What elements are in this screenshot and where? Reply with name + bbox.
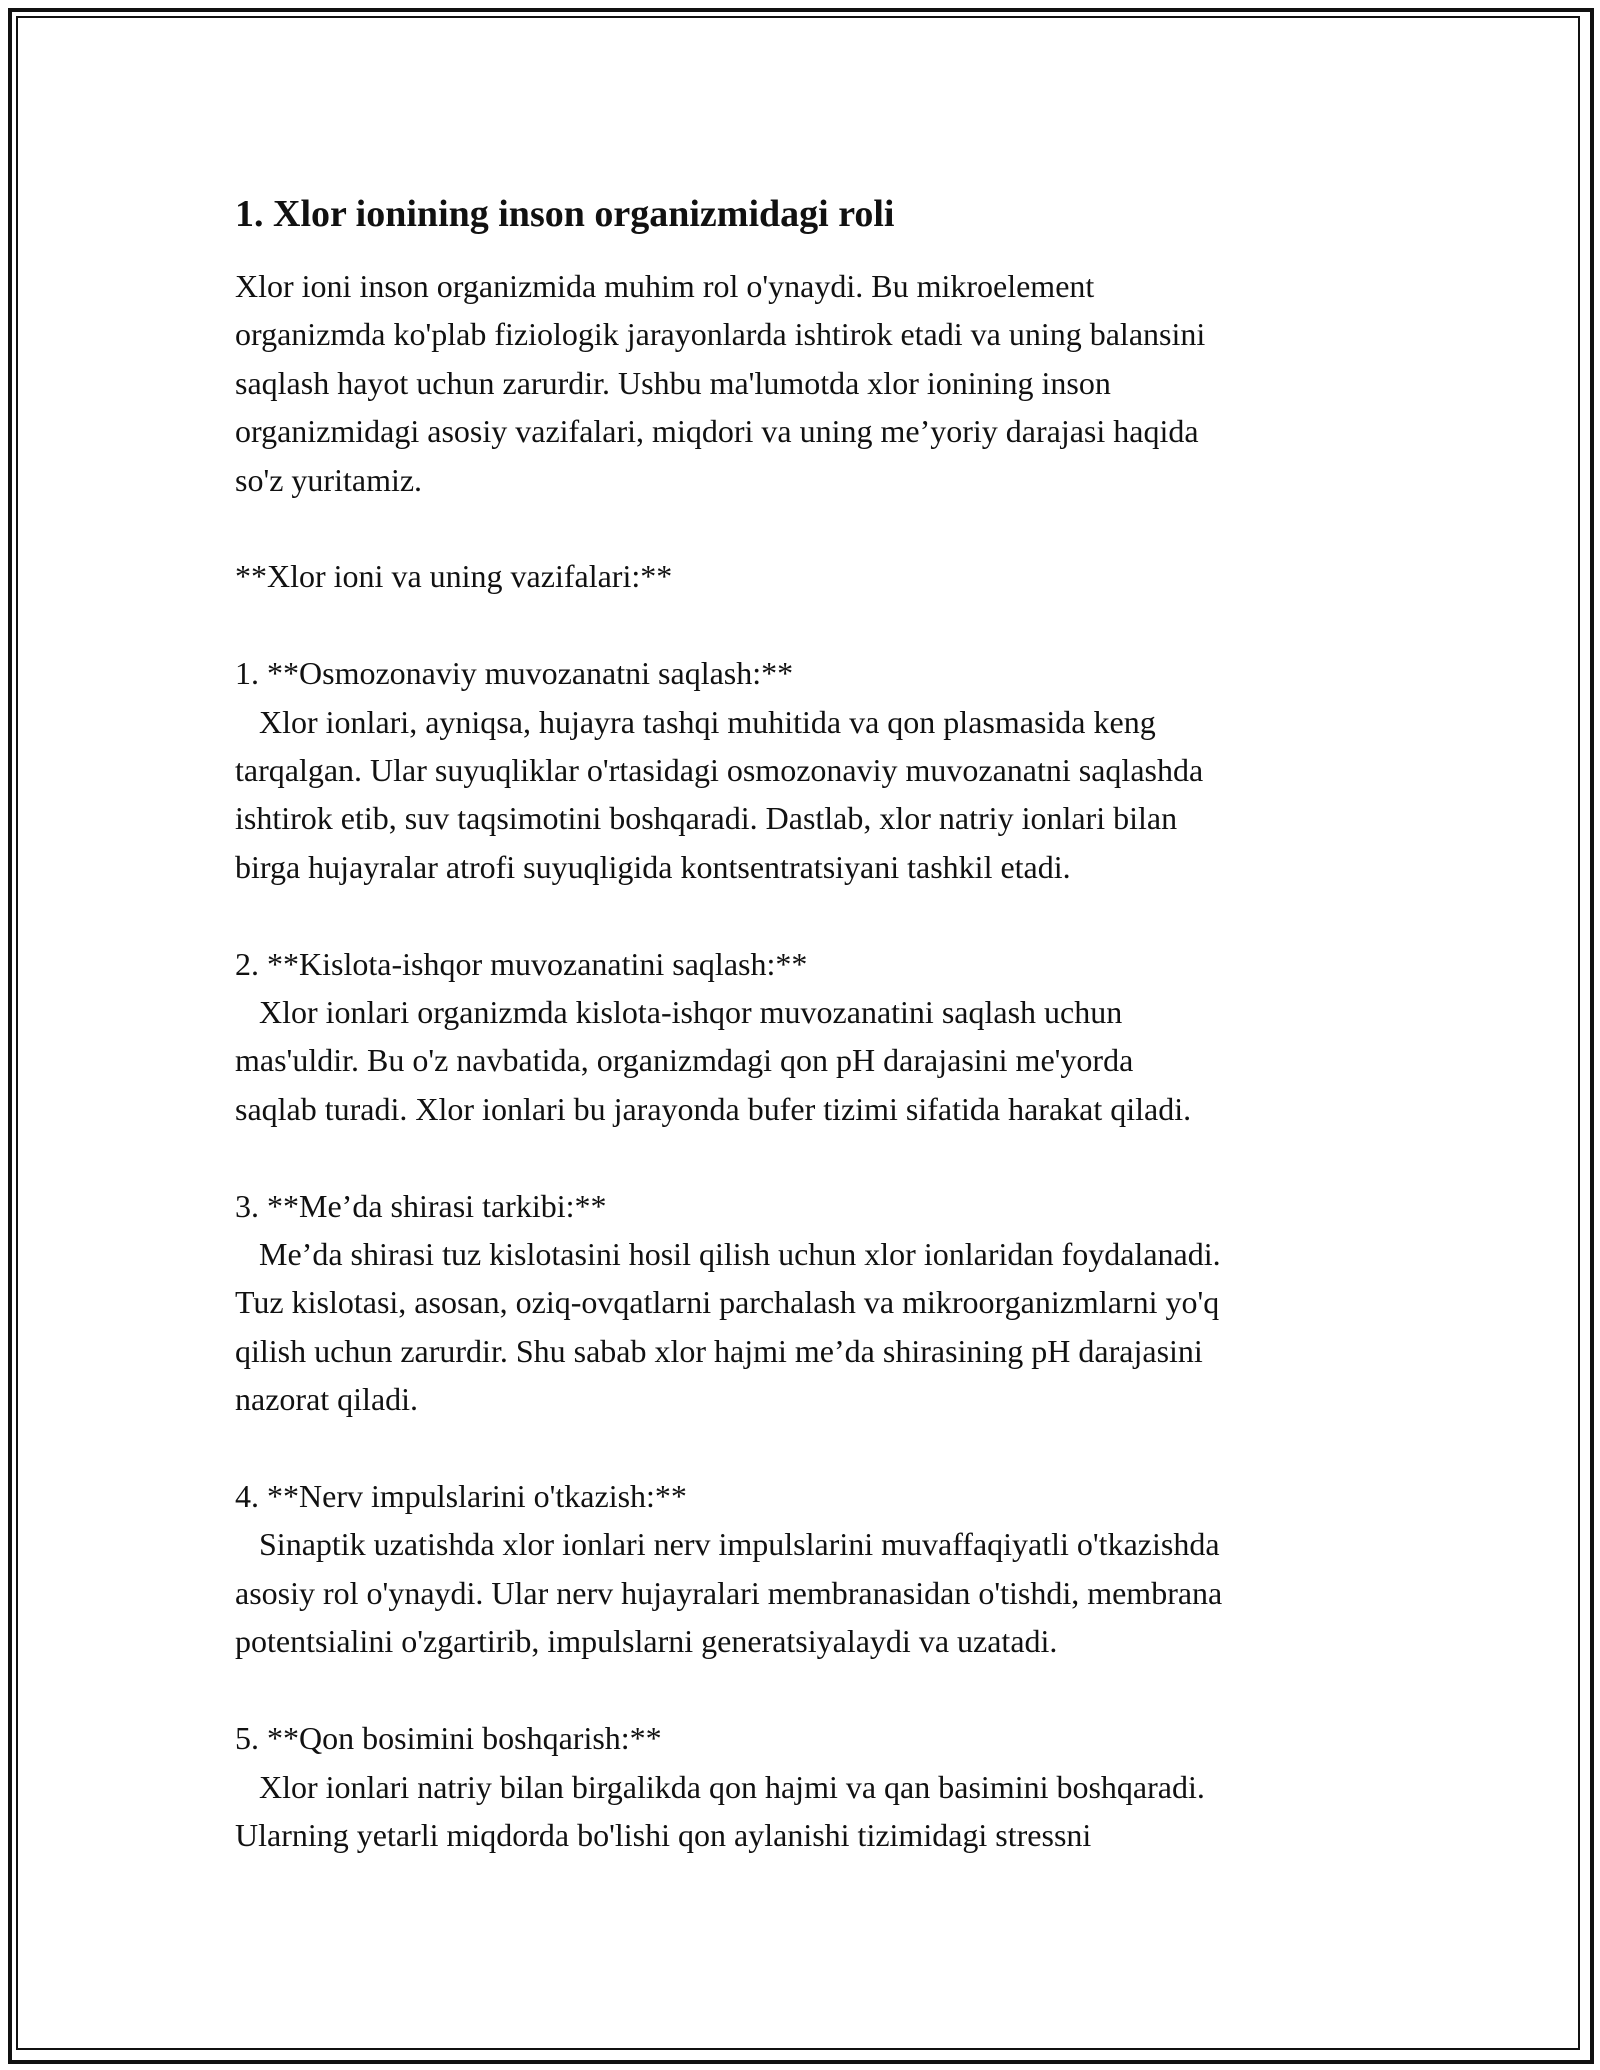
- paragraph-gap: [235, 504, 1385, 552]
- paragraph-gap: [235, 601, 1385, 649]
- item-body: Xlor ionlari organizmda kislota-ishqor muvozanatini saqlash uchun mas'uldir. Bu o'z navbatida, organizmdagi qon pH darajasini me'yorda saqlab turadi. Xlor ionlari bu jarayonda bufer tizimi sifatida harakat qiladi.: [235, 994, 1192, 1127]
- item-heading: 4. **Nerv impulslarini o'tkazish:**: [235, 1478, 687, 1515]
- document-page: [235, 186, 1385, 1859]
- item-body: Xlor ionlari, ayniqsa, hujayra tashqi muhitida va qon plasmasida keng tarqalgan. Ular suyuqliklar o'rtasidagi osmozonaviy muvozanatni saqlashda ishtirok etib, suv taqsimotini boshqaradi. Dastlab, xlor natriy ionlari bilan birga hujayralar atrofi suyuqligida kontsentratsiyani tashkil etadi.: [235, 703, 1204, 885]
- intro-paragraph: Xlor ioni inson organizmida muhim rol o'ynaydi. Bu mikroelement organizmda ko'plab fiziologik jarayonlarda ishtirok etadi va uning balansini saqlash hayot uchun zarurdir. Ushbu ma'lumotda xlor ionining inson organizmidagi asosiy vazifalari, miqdori va uning me’yoriy darajasi haqida so'z yuritamiz.: [235, 268, 1206, 498]
- document-title: 1. Xlor ionining inson organizmidagi roli: [235, 193, 895, 235]
- paragraph-gap: [235, 891, 1385, 939]
- paragraph-gap: [235, 1133, 1385, 1181]
- item-heading: 2. **Kislota-ishqor muvozanatini saqlash:**: [235, 945, 808, 982]
- item-body: Me’da shirasi tuz kislotasini hosil qilish uchun xlor ionlaridan foydalanadi. Tuz kislotasi, asosan, oziq-ovqatlarni parchalash va mikroorganizmlarni yo'q qilish uchun zarurdir. Shu sabab xlor hajmi me’da shirasining pH darajasini nazorat qiladi.: [235, 1236, 1221, 1418]
- item-body: Xlor ionlari natriy bilan birgalikda qon hajmi va qan basimini boshqaradi. Ularning yetarli miqdorda bo'lishi qon aylanishi tizimidagi stressni: [235, 1768, 1205, 1853]
- section-heading: **Xlor ioni va uning vazifalari:**: [235, 558, 673, 595]
- item-body: Sinaptik uzatishda xlor ionlari nerv impulslarini muvaffaqiyatli o'tkazishda asosiy rol o'ynaydi. Ular nerv hujayralari membranasidan o'tishdi, membrana potentsialini o'zgartirib, impulslarni generatsiyalaydi va uzatadi.: [235, 1526, 1223, 1660]
- paragraph-gap: [235, 1666, 1385, 1714]
- item-heading: 1. **Osmozonaviy muvozanatni saqlash:**: [235, 655, 794, 692]
- paragraph-gap: [235, 1424, 1385, 1472]
- item-heading: 5. **Qon bosimini boshqarish:**: [235, 1720, 662, 1757]
- item-heading: 3. **Me’da shirasi tarkibi:**: [235, 1187, 607, 1224]
